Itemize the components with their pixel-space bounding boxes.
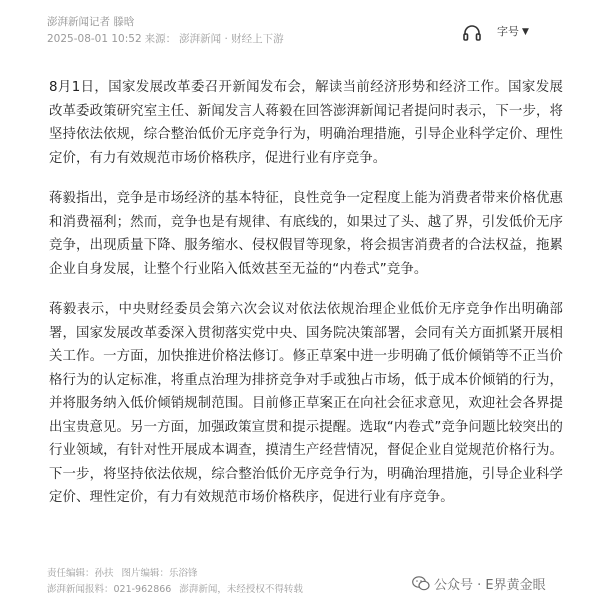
publish-datetime: 2025-08-01 10:52	[47, 33, 142, 45]
article-paragraph: 8月1日，国家发展改革委召开新闻发布会，解读当前经济形势和经济工作。国家发展改革委政策研究室主任、新闻发言人蒋毅在回答澎湃新闻记者提问时表示，下一步，将坚持依法依规，综合整治低价无序竞争行为，明确治理措施，引导企业科学定价、理性定价，有力有效规范市场价格秩序，促进行业有序竞争。	[49, 80, 563, 166]
article-footer	[47, 566, 311, 598]
chevron-down-icon: ▼	[522, 27, 529, 37]
watermark-text: 公众号 · E界黄金眼	[434, 578, 546, 593]
photo-editor-credit: 图片编辑：乐浴锋	[121, 568, 198, 579]
headphones-icon[interactable]	[462, 24, 482, 42]
news-hotline: 澎湃新闻报料：021-962866	[47, 584, 172, 595]
font-size-label: 字号	[497, 25, 519, 38]
source-label: 来源：	[144, 33, 177, 45]
article-paragraph: 蒋毅指出，竞争是市场经济的基本特征，良性竞争一定程度上能为消费者带来价格优惠和消费福利；然而，竞争也是有规律、有底线的，如果过了头、越了界，引发低价无序竞争，出现质量下降、服务缩水、侵权假冒等现象，将会损害消费者的合法权益，拖累企业自身发展，让整个行业陷入低效甚至无益的“内卷式”竞争。	[49, 191, 563, 277]
article-paragraph: 蒋毅表示，中央财经委员会第六次会议对依法依规治理企业低价无序竞争作出明确部署，国家发展改革委深入贯彻落实党中央、国务院决策部署，会同有关方面抓紧开展相关工作。一方面，加快推进价格法修订。修正草案中进一步明确了低价倾销等不正当价格行为的认定标准，将重点治理为排挤竞争对手或独占市场，低于成本价倾销的行为，并将服务纳入低价倾销规制范围。目前修正草案正在向社会征求意见，欢迎社会各界提出宝贵意见。另一方面，加强政策宣贯和提示提醒。选取“内卷式”竞争问题比较突出的行业领域，有针对性开展成本调查，摸清生产经营情况，督促企业自觉规范价格行为。下一步，将坚持依法依规，综合整治低价无序竞争行为，明确治理措施，引导企业科学定价、理性定价，有力有效规范市场价格秩序，促进行业有序竞争。	[49, 302, 563, 505]
author-line: 澎湃新闻记者 滕晗	[47, 16, 135, 28]
copyright-notice: 澎湃新闻，未经授权不得转载	[179, 584, 303, 595]
article-header	[0, 0, 600, 62]
wechat-watermark	[412, 574, 546, 593]
editor-credit: 责任编辑：孙扶	[47, 568, 114, 579]
article-body	[49, 76, 563, 527]
font-size-button[interactable]	[497, 24, 529, 40]
article-meta	[47, 32, 287, 46]
wechat-icon	[412, 576, 430, 591]
source-name: 澎湃新闻 · 财经上下游	[179, 33, 284, 45]
